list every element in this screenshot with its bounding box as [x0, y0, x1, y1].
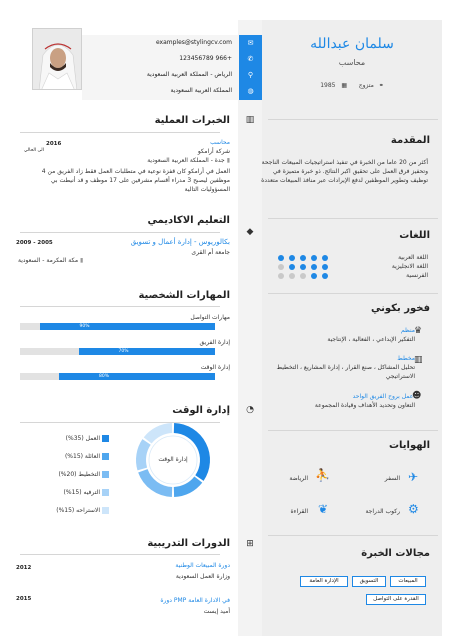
- legend-label: الاستراحه (15%): [56, 507, 100, 514]
- pride-text: التعاون وتحديد الأهداف وقيادة المجموعة: [314, 402, 415, 409]
- hobby-label: الرياضة: [289, 475, 308, 482]
- graduation-cap-icon: ◆: [246, 227, 254, 237]
- language-level-dot: [322, 273, 328, 279]
- location-pin-icon: ▮: [226, 157, 230, 164]
- profile-photo: [32, 28, 82, 90]
- hobby-label: ركوب الدراجة: [365, 508, 400, 515]
- hobbies-heading: الهوايات: [388, 440, 430, 451]
- expertise-tag: التسويق: [352, 576, 386, 587]
- language-level-dot: [289, 273, 295, 279]
- legend-swatch: [102, 453, 109, 460]
- legend-swatch: [102, 471, 109, 478]
- language-level-dot: [322, 264, 328, 270]
- personal-meta: [262, 82, 442, 89]
- hobby-label: القراءة: [290, 508, 308, 515]
- skill-percent: 70%: [118, 349, 129, 354]
- legend-label: العمل (35%): [65, 435, 100, 442]
- windows-icon: ⊞: [246, 539, 254, 549]
- time-heading: إدارة الوقت: [172, 405, 230, 416]
- language-level-dot: [289, 255, 295, 261]
- languages-heading: اللغات: [399, 230, 430, 241]
- language-level-dot: [278, 273, 284, 279]
- legend-label: الترفيه (15%): [63, 489, 100, 496]
- pride-title: منظم: [401, 327, 415, 334]
- reading-icon: ❦: [318, 502, 329, 516]
- language-level-dot: [322, 255, 328, 261]
- donut-slice: [174, 428, 205, 478]
- skill-bar: [20, 373, 215, 380]
- experience-location: جدة - المملكة العربية السعودية ▮: [147, 157, 230, 164]
- marital-status: متزوج: [358, 82, 374, 89]
- divider: [268, 430, 438, 431]
- language-name: اللغة العربية: [398, 254, 428, 261]
- education-years: 2009 - 2005: [16, 240, 53, 246]
- calendar-icon: ▦: [341, 82, 348, 89]
- skill-bar-fill: [40, 323, 216, 330]
- language-level-dot: [300, 255, 306, 261]
- skill-name: مهارات التواصل: [190, 314, 230, 321]
- donut-slice: [174, 480, 198, 492]
- legend-label: العائلة (15%): [64, 453, 100, 460]
- email-text: examples@stylingcv.com: [155, 39, 232, 46]
- language-level-dot: [300, 264, 306, 270]
- course-org: وزارة العمل السعودية: [175, 573, 230, 580]
- pride-title: مخطط: [397, 355, 415, 362]
- course-org: أميد إيست: [203, 608, 230, 615]
- education-degree: بكالوريوس - إدارة أعمال و تسويق: [130, 238, 230, 246]
- experience-title: محاسب: [210, 139, 230, 146]
- pride-title: اعمل بروح الفريق الواحد: [352, 393, 415, 400]
- legend-swatch: [102, 507, 109, 514]
- expertise-tag: المبيعات: [390, 576, 426, 587]
- person-name: سلمان عبدالله: [310, 36, 394, 52]
- pride-text: التفكير الإبداعي ، الفعالية ، الإنتاجية: [327, 336, 415, 343]
- expertise-tag: القدرة على التواصل: [366, 594, 426, 605]
- divider: [20, 554, 220, 555]
- divider: [20, 232, 220, 233]
- experience-company: شركة أرامكو: [197, 148, 230, 155]
- language-name: الفرنسية: [406, 272, 428, 279]
- divider: [20, 306, 220, 307]
- building-icon: ▥: [245, 115, 255, 125]
- experience-end: الى الحالي: [24, 148, 44, 153]
- experience-description: العمل في أرامكو كان قفزة نوعية في متطلبات العمل فقط زاد الفريق من 4 موظفين ليصبح 3 مدراء أقسام مشرفين على 17 موظف و قد أنيطت بي المسؤوليات التالية: [41, 168, 230, 193]
- trophy-icon: ♛: [414, 326, 423, 336]
- divider: [268, 293, 438, 294]
- course-year: 2015: [16, 596, 32, 602]
- course-year: 2012: [16, 565, 32, 571]
- language-level-dot: [278, 264, 284, 270]
- email-icon: ✉: [247, 39, 254, 47]
- skill-name: إدارة الوقت: [200, 364, 230, 371]
- divider: [20, 132, 220, 133]
- legend-swatch: [102, 489, 109, 496]
- language-level-dot: [289, 264, 295, 270]
- rings-icon: ⚭: [378, 82, 384, 89]
- skill-bar-fill: [79, 348, 216, 355]
- pride-heading: فخور بكوني: [371, 303, 430, 314]
- language-level-dot: [311, 255, 317, 261]
- skill-percent: 80%: [99, 374, 110, 379]
- donut-slice: [148, 428, 172, 440]
- nationality-text: المملكة العربية السعودية: [170, 87, 232, 94]
- contact-panel: [82, 35, 262, 100]
- legend-label: التخطيط (20%): [58, 471, 100, 478]
- skill-percent: 90%: [79, 324, 90, 329]
- expertise-tag: الإدارة العامة: [300, 576, 348, 587]
- pie-chart-icon: ◔: [246, 405, 254, 415]
- experience-start: 2016: [46, 141, 62, 147]
- skill-bar: [20, 323, 215, 330]
- experience-heading: الخبرات العملية: [154, 115, 230, 126]
- summary-text: أكثر من 20 عاما من الخبرة في تنفيذ استراتيجيات المبيعات الناجحة وتحفيز فرق العمل على تحقيق اكبر النتائج. ذو خبرة متميزة في توظيف وتطوير الموظفين لدفع الإيرادات عبر منافذ المبيعات متعددة: [261, 159, 428, 184]
- sports-icon: ⛹: [315, 468, 330, 482]
- bicycle-icon: ⚙: [408, 502, 419, 516]
- language-level-dot: [311, 273, 317, 279]
- location-pin-icon: ⚲: [247, 71, 254, 79]
- education-location: مكة المكرمة - السعودية ▮: [18, 257, 84, 264]
- skill-bar-fill: [59, 373, 215, 380]
- donut-center-label: إدارة الوقت: [158, 456, 188, 463]
- legend-swatch: [102, 435, 109, 442]
- divider: [268, 218, 438, 219]
- skill-bar: [20, 348, 215, 355]
- birth-year: 1985: [320, 82, 336, 89]
- location-pin-icon: ▮: [79, 257, 84, 264]
- divider: [268, 535, 438, 536]
- skills-heading: المهارات الشخصية: [138, 290, 230, 301]
- language-level-dot: [311, 264, 317, 270]
- education-school: جامعة أم القرى: [191, 249, 230, 256]
- pride-text: تحليل المشاكل ، صنع القرار ، إدارة المشاريع ، التخطيط الاستراتيجي: [276, 364, 415, 380]
- areas-heading: مجالات الخبرة: [361, 548, 430, 559]
- donut-slice: [143, 471, 172, 492]
- course-title: دورة المبيعات الوطنية: [175, 562, 230, 569]
- education-heading: التعليم الاكاديمي: [147, 215, 230, 226]
- airplane-icon: ✈: [408, 470, 419, 484]
- skill-name: إدارة الفريق: [199, 339, 230, 346]
- hobby-label: السفر: [384, 475, 400, 482]
- books-icon: ▥: [414, 355, 423, 365]
- phone-text: 123456789 966+: [179, 55, 232, 62]
- language-level-dot: [278, 255, 284, 261]
- course-title: دورة PMP في الادارة العامة: [160, 597, 230, 604]
- divider: [268, 119, 438, 120]
- phone-icon: ✆: [247, 55, 254, 63]
- language-level-dot: [300, 273, 306, 279]
- job-title: محاسب: [338, 58, 366, 67]
- team-icon: ☻: [412, 391, 422, 401]
- language-name: اللغة الانجليزية: [391, 263, 428, 270]
- courses-heading: الدورات التدريبية: [147, 538, 230, 549]
- summary-heading: المقدمة: [390, 135, 430, 146]
- address-text: الرياض - المملكة العربية السعودية: [146, 71, 232, 78]
- contact-icon-bar: [239, 35, 262, 100]
- globe-icon: ◍: [247, 87, 254, 95]
